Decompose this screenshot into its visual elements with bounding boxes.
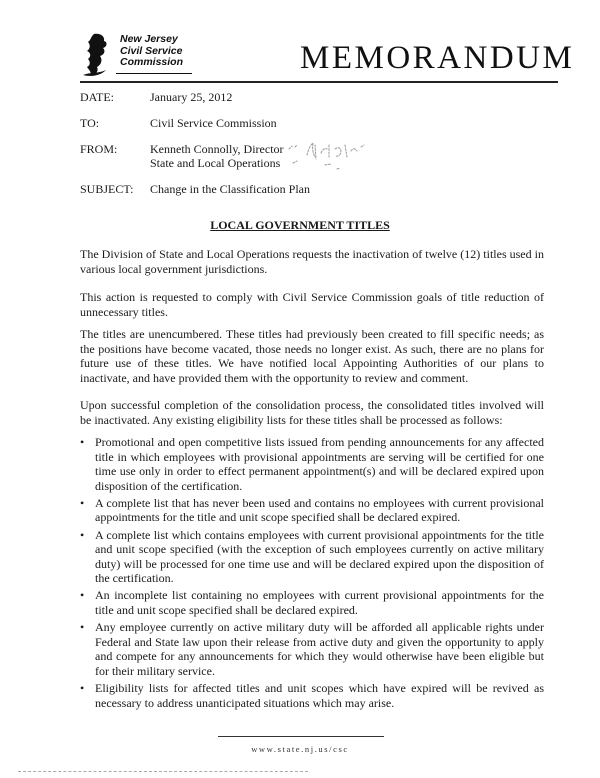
from-value-line1: Kenneth Connolly, Director [150,142,284,156]
header-divider [80,81,558,83]
from-value-line2: State and Local Operations [150,156,281,170]
list-item-text: A complete list which contains employees with current provisional appointments for the title and unit scope specified (with the exception of such employees currently on active military duty) will be processed for one time use and will be declared expired upon the disposition of the certification. [95,527,544,586]
subject-value: Change in the Classification Plan [150,182,310,196]
paragraph-4: Upon successful completion of the consolidation process, the consolidated titles involved will be inactivated. Any existing eligibility lists for these titles shall be processed as follows: [80,398,544,427]
paragraph-2: This action is requested to comply with Civil Service Commission goals of title reduction of unnecessary titles. [80,290,544,319]
bullet-icon: • [80,588,85,603]
commission-name [120,34,183,69]
list-item [80,620,544,678]
logo-underline [116,73,192,74]
to-value: Civil Service Commission [150,116,277,130]
bullet-icon: • [80,620,85,635]
processing-rules-list [80,435,544,713]
section-heading: LOCAL GOVERNMENT TITLES [210,218,390,232]
list-item-text: Eligibility lists for affected titles and unit scopes which have expired will be revived as necessary to address unanticipated situations which may arise. [95,681,544,710]
subject-label: SUBJECT: [80,182,134,196]
from-label: FROM: [80,142,118,156]
list-item-text: An incomplete list containing no employees with current provisional appointments for the title and unit scope specified shall be declared expired. [95,588,544,618]
scan-artifact-line [18,771,308,772]
list-item [80,681,544,710]
document-title: MEMORANDUM [300,40,575,76]
bullet-icon: • [80,681,85,695]
signature-initials [285,135,375,175]
footer-divider [218,736,384,737]
commission-logo [80,30,195,82]
new-jersey-state-icon [80,32,120,78]
date-value: January 25, 2012 [150,90,233,104]
footer-url[interactable]: www.state.nj.us/csc [251,744,349,754]
list-item [80,528,544,586]
paragraph-3: The titles are unencumbered. These titles had previously been created to fill specific needs; as the positions have become vacated, those needs no longer exist. As such, there are no plans for future use of these titles. We have notified local Appointing Authorities of our plans to inactivate, and have provided them with the opportunity to review and comment. [80,327,544,385]
bullet-icon: • [80,495,85,510]
org-line-3: Commission [120,56,184,68]
list-item [80,496,544,525]
list-item-text: Promotional and open competitive lists issued from pending announcements for any affected title in which employees with provisional appointments are serving will be certified for one time use only in order to effect permanent appointment(s) and will be declared expired upon disposition of the certification. [95,435,544,493]
date-label: DATE: [80,90,114,104]
org-line-1: New Jersey [120,33,178,45]
list-item [80,588,544,617]
org-line-2: Civil Service [120,44,183,57]
list-item [80,435,544,493]
to-label: TO: [80,116,100,130]
list-item-text: Any employee currently on active military duty will be afforded all applicable rights under Federal and State law upon their release from active duty and given the opportunity to apply and compete for any announcements for which they would otherwise have been eligible but for their military service. [95,620,544,678]
bullet-icon: • [80,435,85,449]
paragraph-1: The Division of State and Local Operations requests the inactivation of twelve (12) titles used in various local government jurisdictions. [80,247,544,276]
list-item-text: A complete list that has never been used and contains no employees with current provisional appointments for the title and unit scope specified shall be declared expired. [95,495,544,525]
bullet-icon: • [80,527,85,542]
